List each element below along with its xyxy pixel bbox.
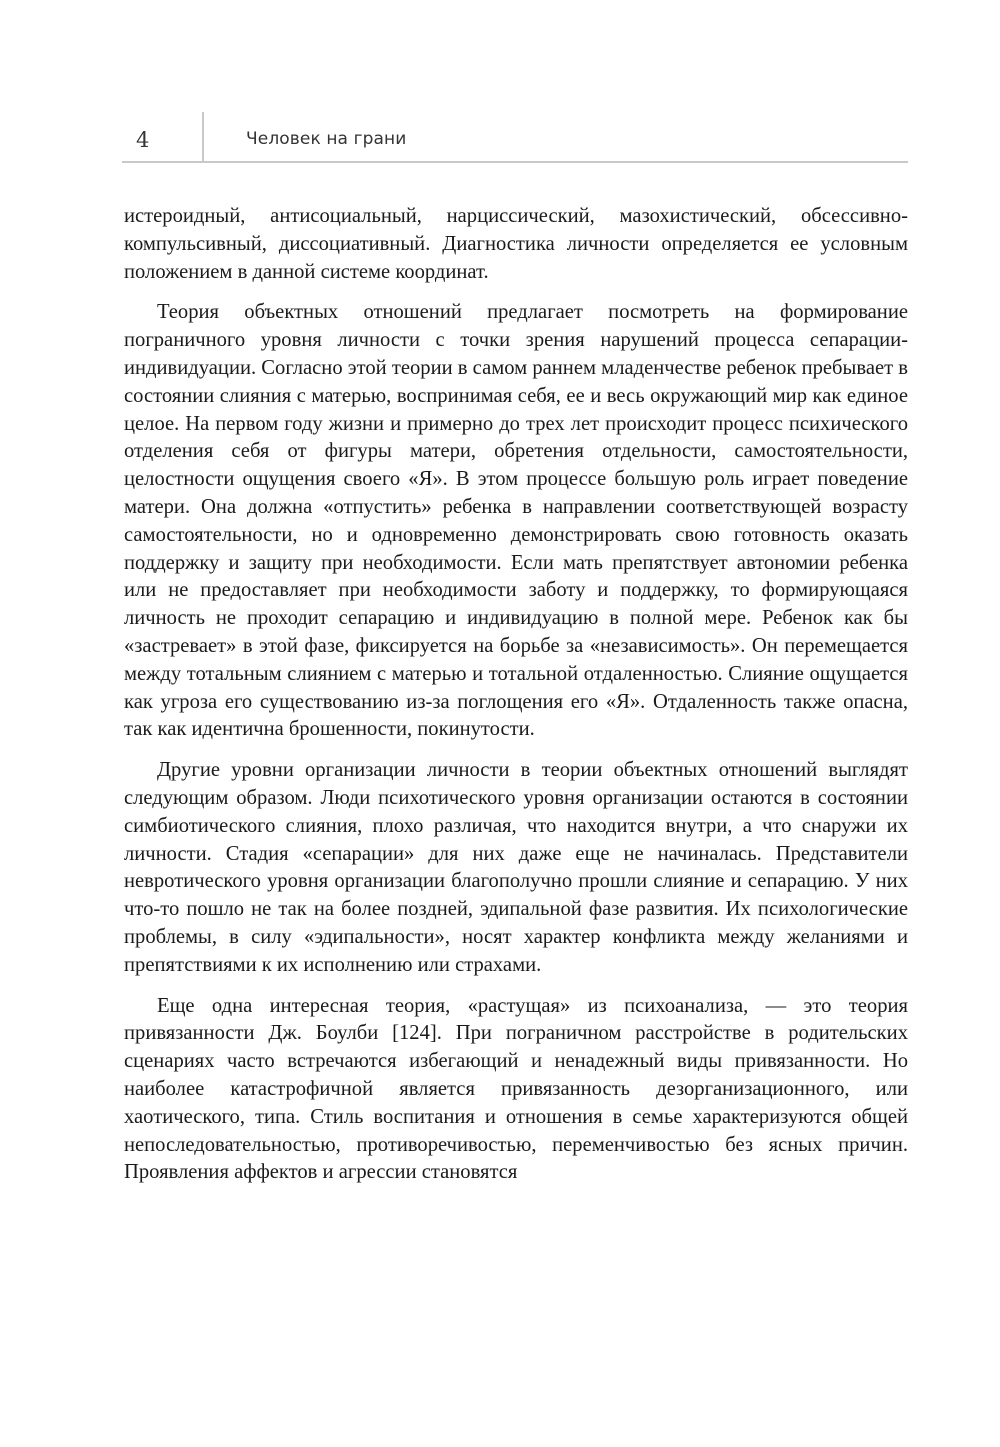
paragraph-continuation: истероидный, антисоциальный, нарциссический, мазохистический, обсессивно-компульсивный, диссоциативный. Диагностика личности определяется ее условным положением в данной системе координат. — [124, 205, 908, 283]
running-header — [122, 112, 908, 164]
header-rule — [122, 161, 908, 163]
body-text — [124, 203, 908, 1200]
running-title: Человек на грани — [246, 129, 407, 149]
paragraph-attachment-theory: Еще одна интересная теория, «растущая» из психоанализа, — это теория привязанности Дж. Боулби [124]. При пограничном расстройстве в родительских сценариях часто встречаются избегающий и ненадежный виды привязанности. Но наиболее катастрофичной является привязанность дезорганизационного, или хаотического, типа. Стиль воспитания и отношения в семье характеризуются общей непоследовательностью, противоречивостью, переменчивостью без ясных причин. Проявления аффектов и агрессии становятся — [124, 994, 908, 1184]
paragraph-other-levels: Другие уровни организации личности в теории объектных отношений выглядят следующим образом. Люди психотического уровня организации остаются в состоянии симбиотического слияния, плохо различая, что находится внутри, а что снаружи их личности. Стадия «сепарации» для них даже еще не начиналась. Представители невротического уровня организации благополучно прошли слияние и сепарацию. У них что-то пошло не так на более поздней, эдипальной фазе развития. Их психологические проблемы, в силу «эдипальности», носят характер конфликта между желаниями и препятствиями к их исполнению или страхами. — [124, 759, 908, 976]
header-divider-vertical — [202, 112, 204, 162]
paragraph-object-relations: Теория объектных отношений предлагает посмотреть на формирование пограничного уровня личности с точки зрения нарушений процесса сепарации-индивидуации. Согласно этой теории в самом раннем младенчестве ребенок пребывает в состоянии слияния с матерью, воспринимая себя, ее и весь окружающий мир как единое целое. На первом году жизни и примерно до трех лет происходит процесс психического отделения себя от фигуры матери, обретения отдельности, самостоятельности, целостности ощущения своего «Я». В этом процессе большую роль играет поведение матери. Она должна «отпустить» ребенка в направлении соответствующей возрасту самостоятельности, но и одновременно демонстрировать свою готовность оказать поддержку и защиту при необходимости. Если мать препятствует автономии ребенка или не предоставляет при необходимости заботу и поддержку, то формирующаяся личность не проходит сепарацию и индивидуацию в полной мере. Ребенок как бы «застревает» в этой фазе, фиксируется на борьбе за «независимость». Он перемещается между тотальным слиянием с матерью и тотальной отдаленностью. Слияние ощущается как угроза его существованию из-за поглощения его «Я». Отдаленность также опасна, так как идентична брошенности, покинутости. — [124, 301, 908, 741]
page-number: 4 — [136, 128, 150, 152]
